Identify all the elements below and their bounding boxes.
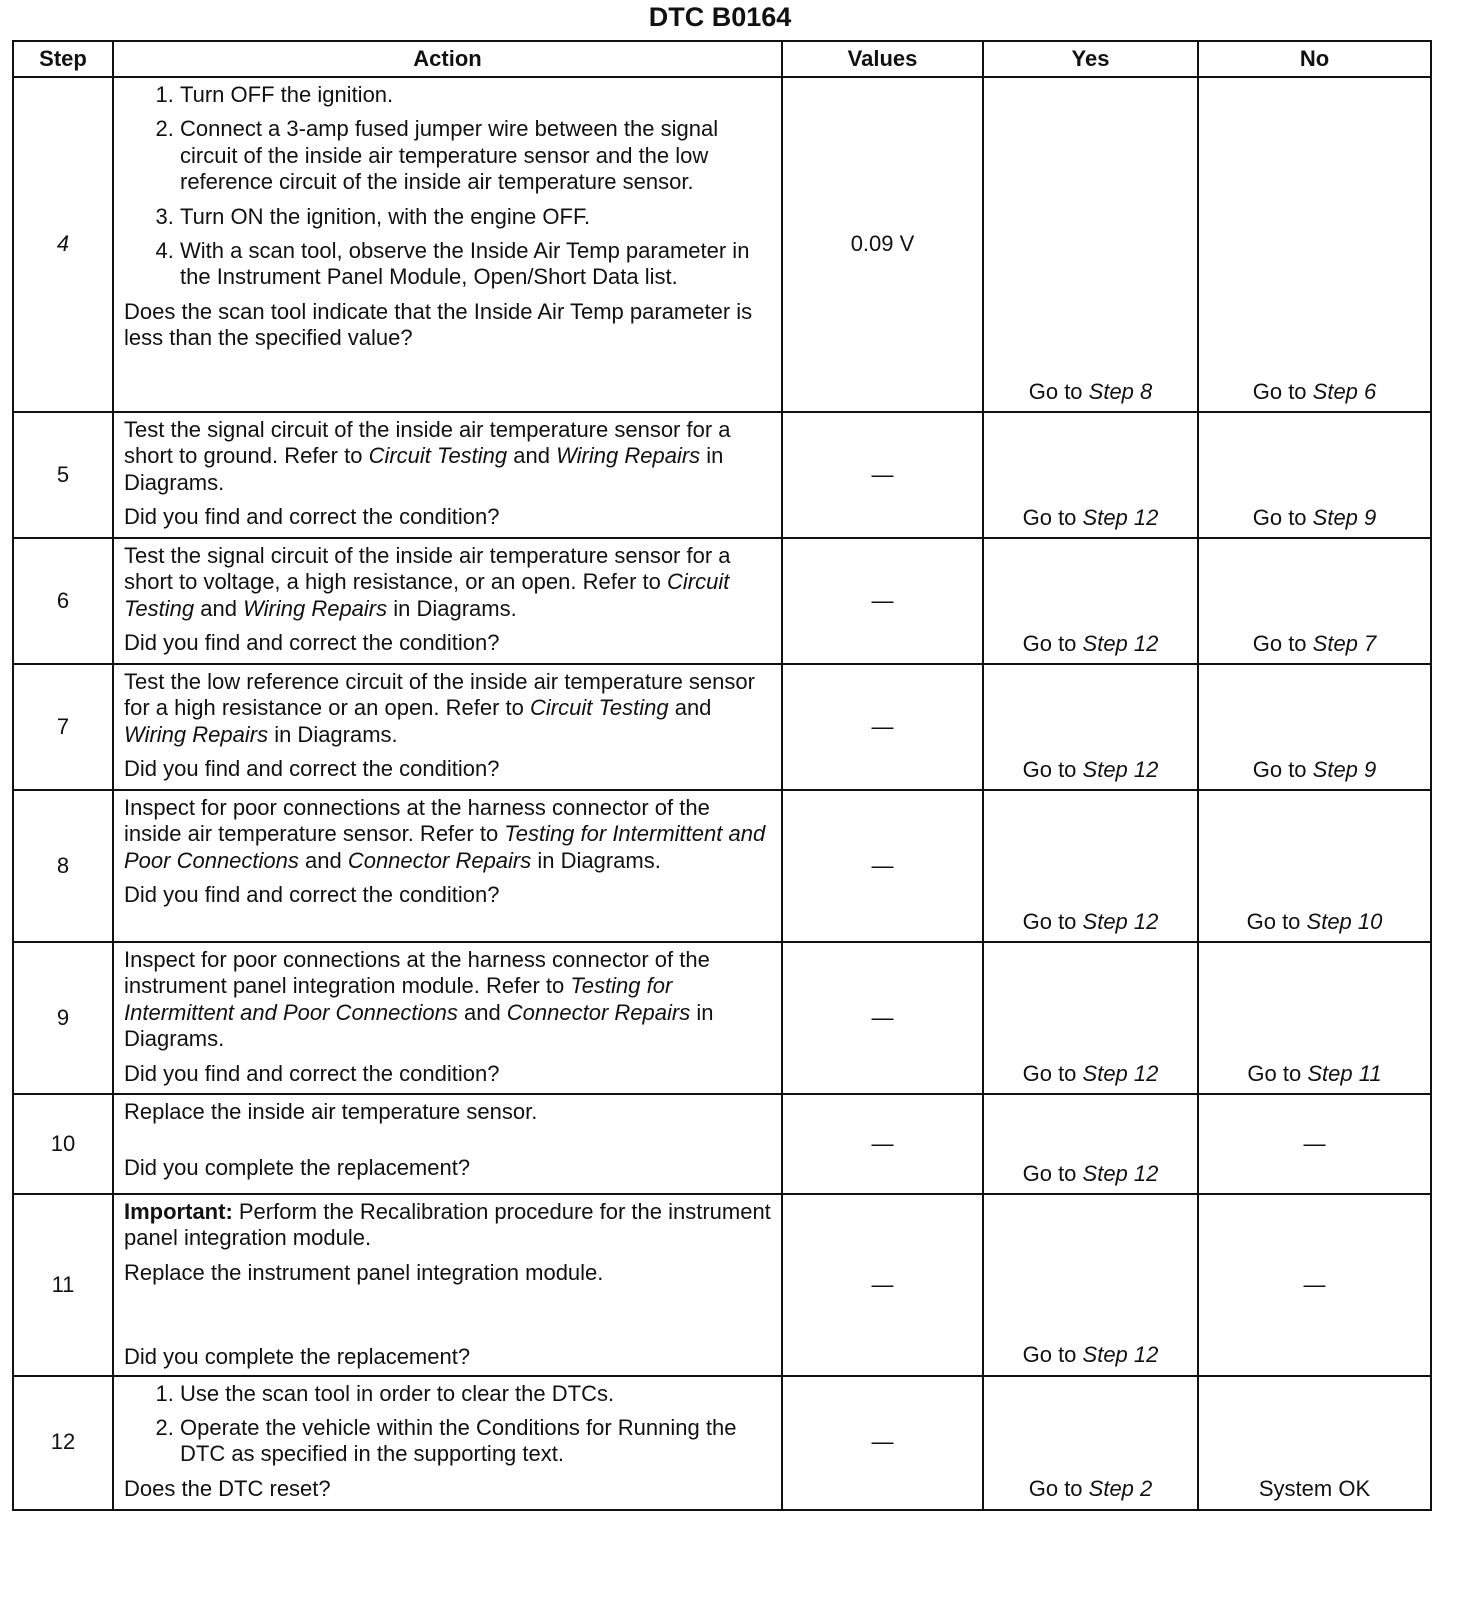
action-question: Did you find and correct the condition? <box>124 756 500 782</box>
list-item: 3. Turn ON the ignition, with the engine OFF. <box>180 204 773 230</box>
goto-prefix: Go to <box>1252 756 1313 782</box>
action-text <box>124 947 773 1053</box>
yes-step-link[interactable]: Step 8 <box>1088 378 1153 404</box>
action-question: Did you complete the replacement? <box>124 1155 471 1181</box>
no-cell <box>1198 538 1431 664</box>
action-text-part: Test the signal circuit of the inside air temperature sensor for a short to ground. Refer to <box>124 417 731 469</box>
list-item: 1. Turn OFF the ignition. <box>180 82 773 108</box>
step-number: 11 <box>13 1194 113 1376</box>
action-cell <box>113 77 782 412</box>
action-question: Did you find and correct the condition? <box>124 504 500 530</box>
no-cell <box>1198 942 1431 1094</box>
page-title: DTC B0164 <box>648 2 792 32</box>
action-cell <box>113 942 782 1094</box>
yes-cell <box>983 1094 1198 1194</box>
no-cell <box>1198 412 1431 538</box>
yes-step-link[interactable]: Step 12 <box>1082 504 1159 530</box>
step-number: 5 <box>13 412 113 538</box>
action-question: Does the DTC reset? <box>124 1475 331 1501</box>
header-row <box>13 41 1431 77</box>
diagnostic-table <box>12 40 1432 1511</box>
table-row <box>13 1194 1431 1376</box>
goto-prefix: Go to <box>1252 630 1313 656</box>
list-item: 1. Use the scan tool in order to clear the DTCs. <box>180 1381 773 1407</box>
action-text-part: Inspect for poor connections at the harness connector of the inside air temperature sensor. Refer to <box>124 795 710 847</box>
yes-step-link[interactable]: Step 12 <box>1082 630 1159 656</box>
values-cell: — <box>782 1376 983 1510</box>
list-item: 4. With a scan tool, observe the Inside Air Temp parameter in the Instrument Panel Module, Open/Short Data list. <box>180 238 773 291</box>
table-row <box>13 790 1431 942</box>
action-cell <box>113 790 782 942</box>
goto-prefix: Go to <box>1022 1342 1083 1368</box>
step-number: 12 <box>13 1376 113 1510</box>
goto-prefix: Go to <box>1028 1476 1089 1502</box>
action-cell <box>113 664 782 790</box>
yes-step-link[interactable]: Step 12 <box>1082 1060 1159 1086</box>
action-text-part: and <box>194 595 244 621</box>
action-text <box>124 669 773 748</box>
yes-step-link[interactable]: Step 2 <box>1088 1476 1153 1502</box>
no-step-link[interactable]: Step 10 <box>1306 908 1383 934</box>
no-cell: System OK <box>1198 1376 1431 1510</box>
step-number: 10 <box>13 1094 113 1194</box>
action-text <box>124 795 773 874</box>
reference-link[interactable]: Connector Repairs <box>506 999 691 1025</box>
reference-link[interactable]: Connector Repairs <box>347 847 532 873</box>
values-cell: — <box>782 1094 983 1194</box>
action-question: Did you find and correct the condition? <box>124 1060 500 1086</box>
values-cell: — <box>782 412 983 538</box>
goto-prefix: Go to <box>1022 630 1083 656</box>
header-yes: Yes <box>983 41 1198 77</box>
action-question: Did you find and correct the condition? <box>124 630 500 656</box>
action-text-part: in Diagrams. <box>531 847 661 873</box>
yes-step-link[interactable]: Step 12 <box>1082 908 1159 934</box>
no-step-link[interactable]: Step 9 <box>1312 504 1377 530</box>
action-cell <box>113 412 782 538</box>
list-item: 2. Operate the vehicle within the Conditions for Running the DTC as specified in the supporting text. <box>180 1415 773 1468</box>
goto-prefix: Go to <box>1022 756 1083 782</box>
reference-link[interactable]: Circuit Testing <box>124 569 730 621</box>
goto-prefix: Go to <box>1022 1060 1083 1086</box>
action-text-part: in Diagrams. <box>268 721 398 747</box>
values-cell: — <box>782 942 983 1094</box>
list-item: 2. Connect a 3-amp fused jumper wire between the signal circuit of the inside air temperature sensor and the low reference circuit of the inside air temperature sensor. <box>180 116 773 195</box>
action-text-part: Inspect for poor connections at the harness connector of the instrument panel integration module. Refer to <box>124 947 710 999</box>
no-cell: — <box>1198 1194 1431 1376</box>
header-no: No <box>1198 41 1431 77</box>
values-cell: — <box>782 1194 983 1376</box>
yes-cell <box>983 1194 1198 1376</box>
yes-cell <box>983 538 1198 664</box>
goto-prefix: Go to <box>1022 1160 1083 1186</box>
action-cell <box>113 1094 782 1194</box>
yes-cell <box>983 942 1198 1094</box>
goto-prefix: Go to <box>1252 378 1313 404</box>
yes-cell <box>983 664 1198 790</box>
values-cell: 0.09 V <box>782 77 983 412</box>
action-text-part: Test the signal circuit of the inside air temperature sensor for a short to voltage, a high resistance, or an open. Refer to <box>124 543 731 595</box>
goto-prefix: Go to <box>1246 908 1307 934</box>
action-list <box>124 1381 773 1468</box>
reference-link[interactable]: Testing for Intermittent and Poor Connections <box>124 821 766 873</box>
action-cell <box>113 538 782 664</box>
action-cell <box>113 1376 782 1510</box>
no-step-link[interactable]: Step 11 <box>1307 1060 1382 1086</box>
header-values: Values <box>782 41 983 77</box>
action-text-part: in Diagrams. <box>387 595 517 621</box>
reference-link[interactable]: Circuit Testing <box>530 695 669 721</box>
action-text-part: and <box>298 847 348 873</box>
action-text-part: Test the low reference circuit of the inside air temperature sensor for a high resistance or an open. Refer to <box>124 669 755 721</box>
step-number: 4 <box>13 77 113 412</box>
header-step: Step <box>13 41 113 77</box>
reference-link[interactable]: Wiring Repairs <box>124 721 269 747</box>
action-question: Does the scan tool indicate that the Inside Air Temp parameter is less than the specified value? <box>124 298 753 351</box>
table-row <box>13 664 1431 790</box>
table-row <box>13 1094 1431 1194</box>
yes-cell <box>983 412 1198 538</box>
yes-cell <box>983 77 1198 412</box>
yes-step-link[interactable]: Step 12 <box>1082 756 1159 782</box>
values-cell: — <box>782 664 983 790</box>
yes-step-link[interactable]: Step 12 <box>1082 1160 1159 1186</box>
reference-link[interactable]: Testing for Intermittent and Poor Connections <box>124 973 673 1025</box>
yes-cell <box>983 790 1198 942</box>
yes-step-link[interactable]: Step 12 <box>1082 1342 1159 1368</box>
reference-link[interactable]: Wiring Repairs <box>243 595 388 621</box>
action-list <box>124 82 773 291</box>
table-row <box>13 942 1431 1094</box>
goto-prefix: Go to <box>1022 504 1083 530</box>
no-cell <box>1198 664 1431 790</box>
step-number: 8 <box>13 790 113 942</box>
action-text-part: and <box>457 999 507 1025</box>
table-row <box>13 1376 1431 1510</box>
action-cell <box>113 1194 782 1376</box>
no-step-link[interactable]: Step 9 <box>1312 756 1377 782</box>
reference-link[interactable]: Circuit Testing <box>368 443 508 469</box>
important-note <box>124 1199 773 1252</box>
no-cell <box>1198 77 1431 412</box>
no-step-link[interactable]: Step 6 <box>1312 378 1377 404</box>
values-cell: — <box>782 790 983 942</box>
action-text <box>124 417 773 496</box>
goto-prefix: Go to <box>1028 378 1089 404</box>
action-text: Replace the inside air temperature sensor. <box>124 1099 538 1124</box>
action-text-part: in Diagrams. <box>124 443 724 495</box>
important-text: Perform the Recalibration procedure for the instrument panel integration module. <box>124 1199 771 1251</box>
action-text-part: and <box>668 695 712 721</box>
no-cell <box>1198 790 1431 942</box>
goto-prefix: Go to <box>1252 504 1313 530</box>
header-action: Action <box>113 41 782 77</box>
step-number: 7 <box>13 664 113 790</box>
table-row <box>13 77 1431 412</box>
values-cell: — <box>782 538 983 664</box>
action-text-part: and <box>507 443 557 469</box>
goto-prefix: Go to <box>1022 908 1083 934</box>
action-question: Did you find and correct the condition? <box>124 882 500 908</box>
action-text-part: in Diagrams. <box>124 999 714 1052</box>
action-question: Did you complete the replacement? <box>124 1344 471 1370</box>
no-step-link[interactable]: Step 7 <box>1312 630 1377 656</box>
table-row <box>13 412 1431 538</box>
table-row <box>13 538 1431 664</box>
yes-cell <box>983 1376 1198 1510</box>
action-text <box>124 543 773 622</box>
step-number: 6 <box>13 538 113 664</box>
no-cell: — <box>1198 1094 1431 1194</box>
goto-prefix: Go to <box>1247 1060 1308 1086</box>
step-number: 9 <box>13 942 113 1094</box>
action-text: Replace the instrument panel integration module. <box>124 1259 604 1285</box>
reference-link[interactable]: Wiring Repairs <box>556 443 701 469</box>
important-label: Important: <box>124 1199 233 1224</box>
